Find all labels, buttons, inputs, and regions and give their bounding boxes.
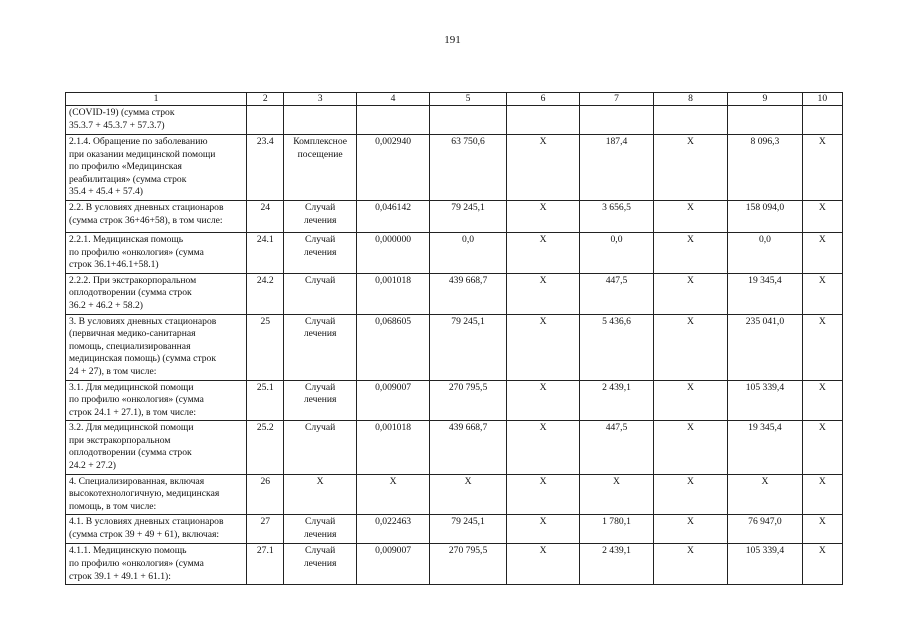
column-number-row xyxy=(66,93,843,106)
row-description-cell: 2.2.1. Медицинская помощь по профилю «онкология» (сумма строк 36.1+46.1+58.1) xyxy=(66,232,247,273)
value-cell-col10: Х xyxy=(802,421,842,474)
row-number-cell: 27.1 xyxy=(247,544,284,585)
value-cell-col8: Х xyxy=(653,314,727,380)
row-description-cell: 3.1. Для медицинской помощи по профилю «онкология» (сумма строк 24.1 + 27.1), в том числе: xyxy=(66,380,247,421)
table-row xyxy=(66,380,843,421)
value-cell-col8: Х xyxy=(653,273,727,314)
column-header: 6 xyxy=(506,93,579,106)
value-cell-col9: 105 339,4 xyxy=(728,380,802,421)
unit-cell: Случай лечения xyxy=(284,200,356,232)
value-cell-col4: 0,001018 xyxy=(356,273,429,314)
value-cell-col5: 0,0 xyxy=(430,232,506,273)
column-header: 7 xyxy=(580,93,653,106)
value-cell-col4: 0,009007 xyxy=(356,544,429,585)
value-cell-col5: 439 668,7 xyxy=(430,273,506,314)
value-cell-col10: Х xyxy=(802,474,842,515)
row-number-cell: 23.4 xyxy=(247,135,284,201)
value-cell-col5: 439 668,7 xyxy=(430,421,506,474)
row-number-cell: 25.1 xyxy=(247,380,284,421)
table-row xyxy=(66,106,843,135)
value-cell-col7: 447,5 xyxy=(580,421,653,474)
value-cell-col5: 79 245,1 xyxy=(430,314,506,380)
value-cell-col6: Х xyxy=(506,421,579,474)
value-cell-col5: 79 245,1 xyxy=(430,200,506,232)
value-cell-col10: Х xyxy=(802,515,842,544)
row-description-cell: 4.1. В условиях дневных стационаров (сумма строк 39 + 49 + 61), включая: xyxy=(66,515,247,544)
value-cell-col10: Х xyxy=(802,544,842,585)
value-cell-col9: 76 947,0 xyxy=(728,515,802,544)
column-header: 1 xyxy=(66,93,247,106)
value-cell-col7: 187,4 xyxy=(580,135,653,201)
row-number-cell xyxy=(247,106,284,135)
table-row xyxy=(66,135,843,201)
table-row xyxy=(66,515,843,544)
value-cell-col6: Х xyxy=(506,380,579,421)
value-cell-col6 xyxy=(506,106,579,135)
value-cell-col10: Х xyxy=(802,314,842,380)
value-cell-col8: Х xyxy=(653,421,727,474)
column-header: 9 xyxy=(728,93,802,106)
row-description-cell: (COVID-19) (сумма строк 35.3.7 + 45.3.7 + 57.3.7) xyxy=(66,106,247,135)
unit-cell: Случай xyxy=(284,421,356,474)
value-cell-col8: Х xyxy=(653,515,727,544)
value-cell-col7: Х xyxy=(580,474,653,515)
table-row xyxy=(66,474,843,515)
value-cell-col8: Х xyxy=(653,135,727,201)
value-cell-col8: Х xyxy=(653,544,727,585)
row-description-cell: 4.1.1. Медицинскую помощь по профилю «онкология» (сумма строк 39.1 + 49.1 + 61.1): xyxy=(66,544,247,585)
table-row xyxy=(66,273,843,314)
value-cell-col10: Х xyxy=(802,200,842,232)
value-cell-col6: Х xyxy=(506,544,579,585)
value-cell-col8: Х xyxy=(653,474,727,515)
column-header: 2 xyxy=(247,93,284,106)
unit-cell: Случай лечения xyxy=(284,380,356,421)
unit-cell: Случай лечения xyxy=(284,232,356,273)
value-cell-col10: Х xyxy=(802,232,842,273)
row-description-cell: 3.2. Для медицинской помощи при экстракорпоральном оплодотворении (сумма строк 24.2 + 27.2) xyxy=(66,421,247,474)
table-row xyxy=(66,232,843,273)
table-row xyxy=(66,544,843,585)
data-table xyxy=(65,92,843,585)
value-cell-col4: 0,068605 xyxy=(356,314,429,380)
column-header: 10 xyxy=(802,93,842,106)
unit-cell: Случай лечения xyxy=(284,544,356,585)
row-number-cell: 27 xyxy=(247,515,284,544)
row-number-cell: 26 xyxy=(247,474,284,515)
row-description-cell: 2.2. В условиях дневных стационаров (сумма строк 36+46+58), в том числе: xyxy=(66,200,247,232)
value-cell-col4: 0,002940 xyxy=(356,135,429,201)
row-description-cell: 2.1.4. Обращение по заболеванию при оказании медицинской помощи по профилю «Медицинская реабилитация» (сумма строк 35.4 + 45.4 + 57.4) xyxy=(66,135,247,201)
value-cell-col4: 0,000000 xyxy=(356,232,429,273)
value-cell-col6: Х xyxy=(506,273,579,314)
value-cell-col6: Х xyxy=(506,314,579,380)
value-cell-col8: Х xyxy=(653,232,727,273)
unit-cell xyxy=(284,106,356,135)
value-cell-col7: 447,5 xyxy=(580,273,653,314)
table-row xyxy=(66,421,843,474)
value-cell-col9: 105 339,4 xyxy=(728,544,802,585)
value-cell-col5 xyxy=(430,106,506,135)
value-cell-col10: Х xyxy=(802,273,842,314)
value-cell-col8: Х xyxy=(653,200,727,232)
row-number-cell: 25.2 xyxy=(247,421,284,474)
value-cell-col9 xyxy=(728,106,802,135)
table-row xyxy=(66,200,843,232)
value-cell-col7: 3 656,5 xyxy=(580,200,653,232)
value-cell-col10: Х xyxy=(802,135,842,201)
table-row xyxy=(66,314,843,380)
column-header: 8 xyxy=(653,93,727,106)
value-cell-col5: 270 795,5 xyxy=(430,380,506,421)
value-cell-col8: Х xyxy=(653,380,727,421)
row-number-cell: 25 xyxy=(247,314,284,380)
unit-cell: Х xyxy=(284,474,356,515)
value-cell-col4: 0,022463 xyxy=(356,515,429,544)
value-cell-col9: 19 345,4 xyxy=(728,421,802,474)
value-cell-col5: 63 750,6 xyxy=(430,135,506,201)
unit-cell: Случай лечения xyxy=(284,314,356,380)
value-cell-col5: 79 245,1 xyxy=(430,515,506,544)
value-cell-col7: 2 439,1 xyxy=(580,380,653,421)
row-number-cell: 24 xyxy=(247,200,284,232)
row-number-cell: 24.1 xyxy=(247,232,284,273)
value-cell-col6: Х xyxy=(506,200,579,232)
value-cell-col4: 0,009007 xyxy=(356,380,429,421)
value-cell-col4: 0,001018 xyxy=(356,421,429,474)
value-cell-col5: Х xyxy=(430,474,506,515)
value-cell-col9: 235 041,0 xyxy=(728,314,802,380)
unit-cell: Случай xyxy=(284,273,356,314)
unit-cell: Комплексное посещение xyxy=(284,135,356,201)
value-cell-col4 xyxy=(356,106,429,135)
value-cell-col9: 8 096,3 xyxy=(728,135,802,201)
value-cell-col9: 19 345,4 xyxy=(728,273,802,314)
value-cell-col9: 0,0 xyxy=(728,232,802,273)
value-cell-col9: Х xyxy=(728,474,802,515)
value-cell-col7: 5 436,6 xyxy=(580,314,653,380)
value-cell-col6: Х xyxy=(506,515,579,544)
value-cell-col7: 1 780,1 xyxy=(580,515,653,544)
value-cell-col6: Х xyxy=(506,232,579,273)
value-cell-col7: 0,0 xyxy=(580,232,653,273)
value-cell-col9: 158 094,0 xyxy=(728,200,802,232)
value-cell-col5: 270 795,5 xyxy=(430,544,506,585)
column-header: 5 xyxy=(430,93,506,106)
value-cell-col10: Х xyxy=(802,380,842,421)
value-cell-col4: 0,046142 xyxy=(356,200,429,232)
value-cell-col6: Х xyxy=(506,474,579,515)
row-number-cell: 24.2 xyxy=(247,273,284,314)
row-description-cell: 2.2.2. При экстракорпоральном оплодотворении (сумма строк 36.2 + 46.2 + 58.2) xyxy=(66,273,247,314)
value-cell-col10 xyxy=(802,106,842,135)
row-description-cell: 4. Специализированная, включая высокотехнологичную, медицинская помощь, в том числе: xyxy=(66,474,247,515)
page-number: 191 xyxy=(444,34,461,46)
value-cell-col6: Х xyxy=(506,135,579,201)
column-header: 3 xyxy=(284,93,356,106)
value-cell-col7: 2 439,1 xyxy=(580,544,653,585)
value-cell-col7 xyxy=(580,106,653,135)
column-header: 4 xyxy=(356,93,429,106)
value-cell-col8 xyxy=(653,106,727,135)
row-description-cell: 3. В условиях дневных стационаров (первичная медико-санитарная помощь, специализированная медицинская помощь) (сумма строк 24 + 27), в том числе: xyxy=(66,314,247,380)
value-cell-col4: Х xyxy=(356,474,429,515)
unit-cell: Случай лечения xyxy=(284,515,356,544)
